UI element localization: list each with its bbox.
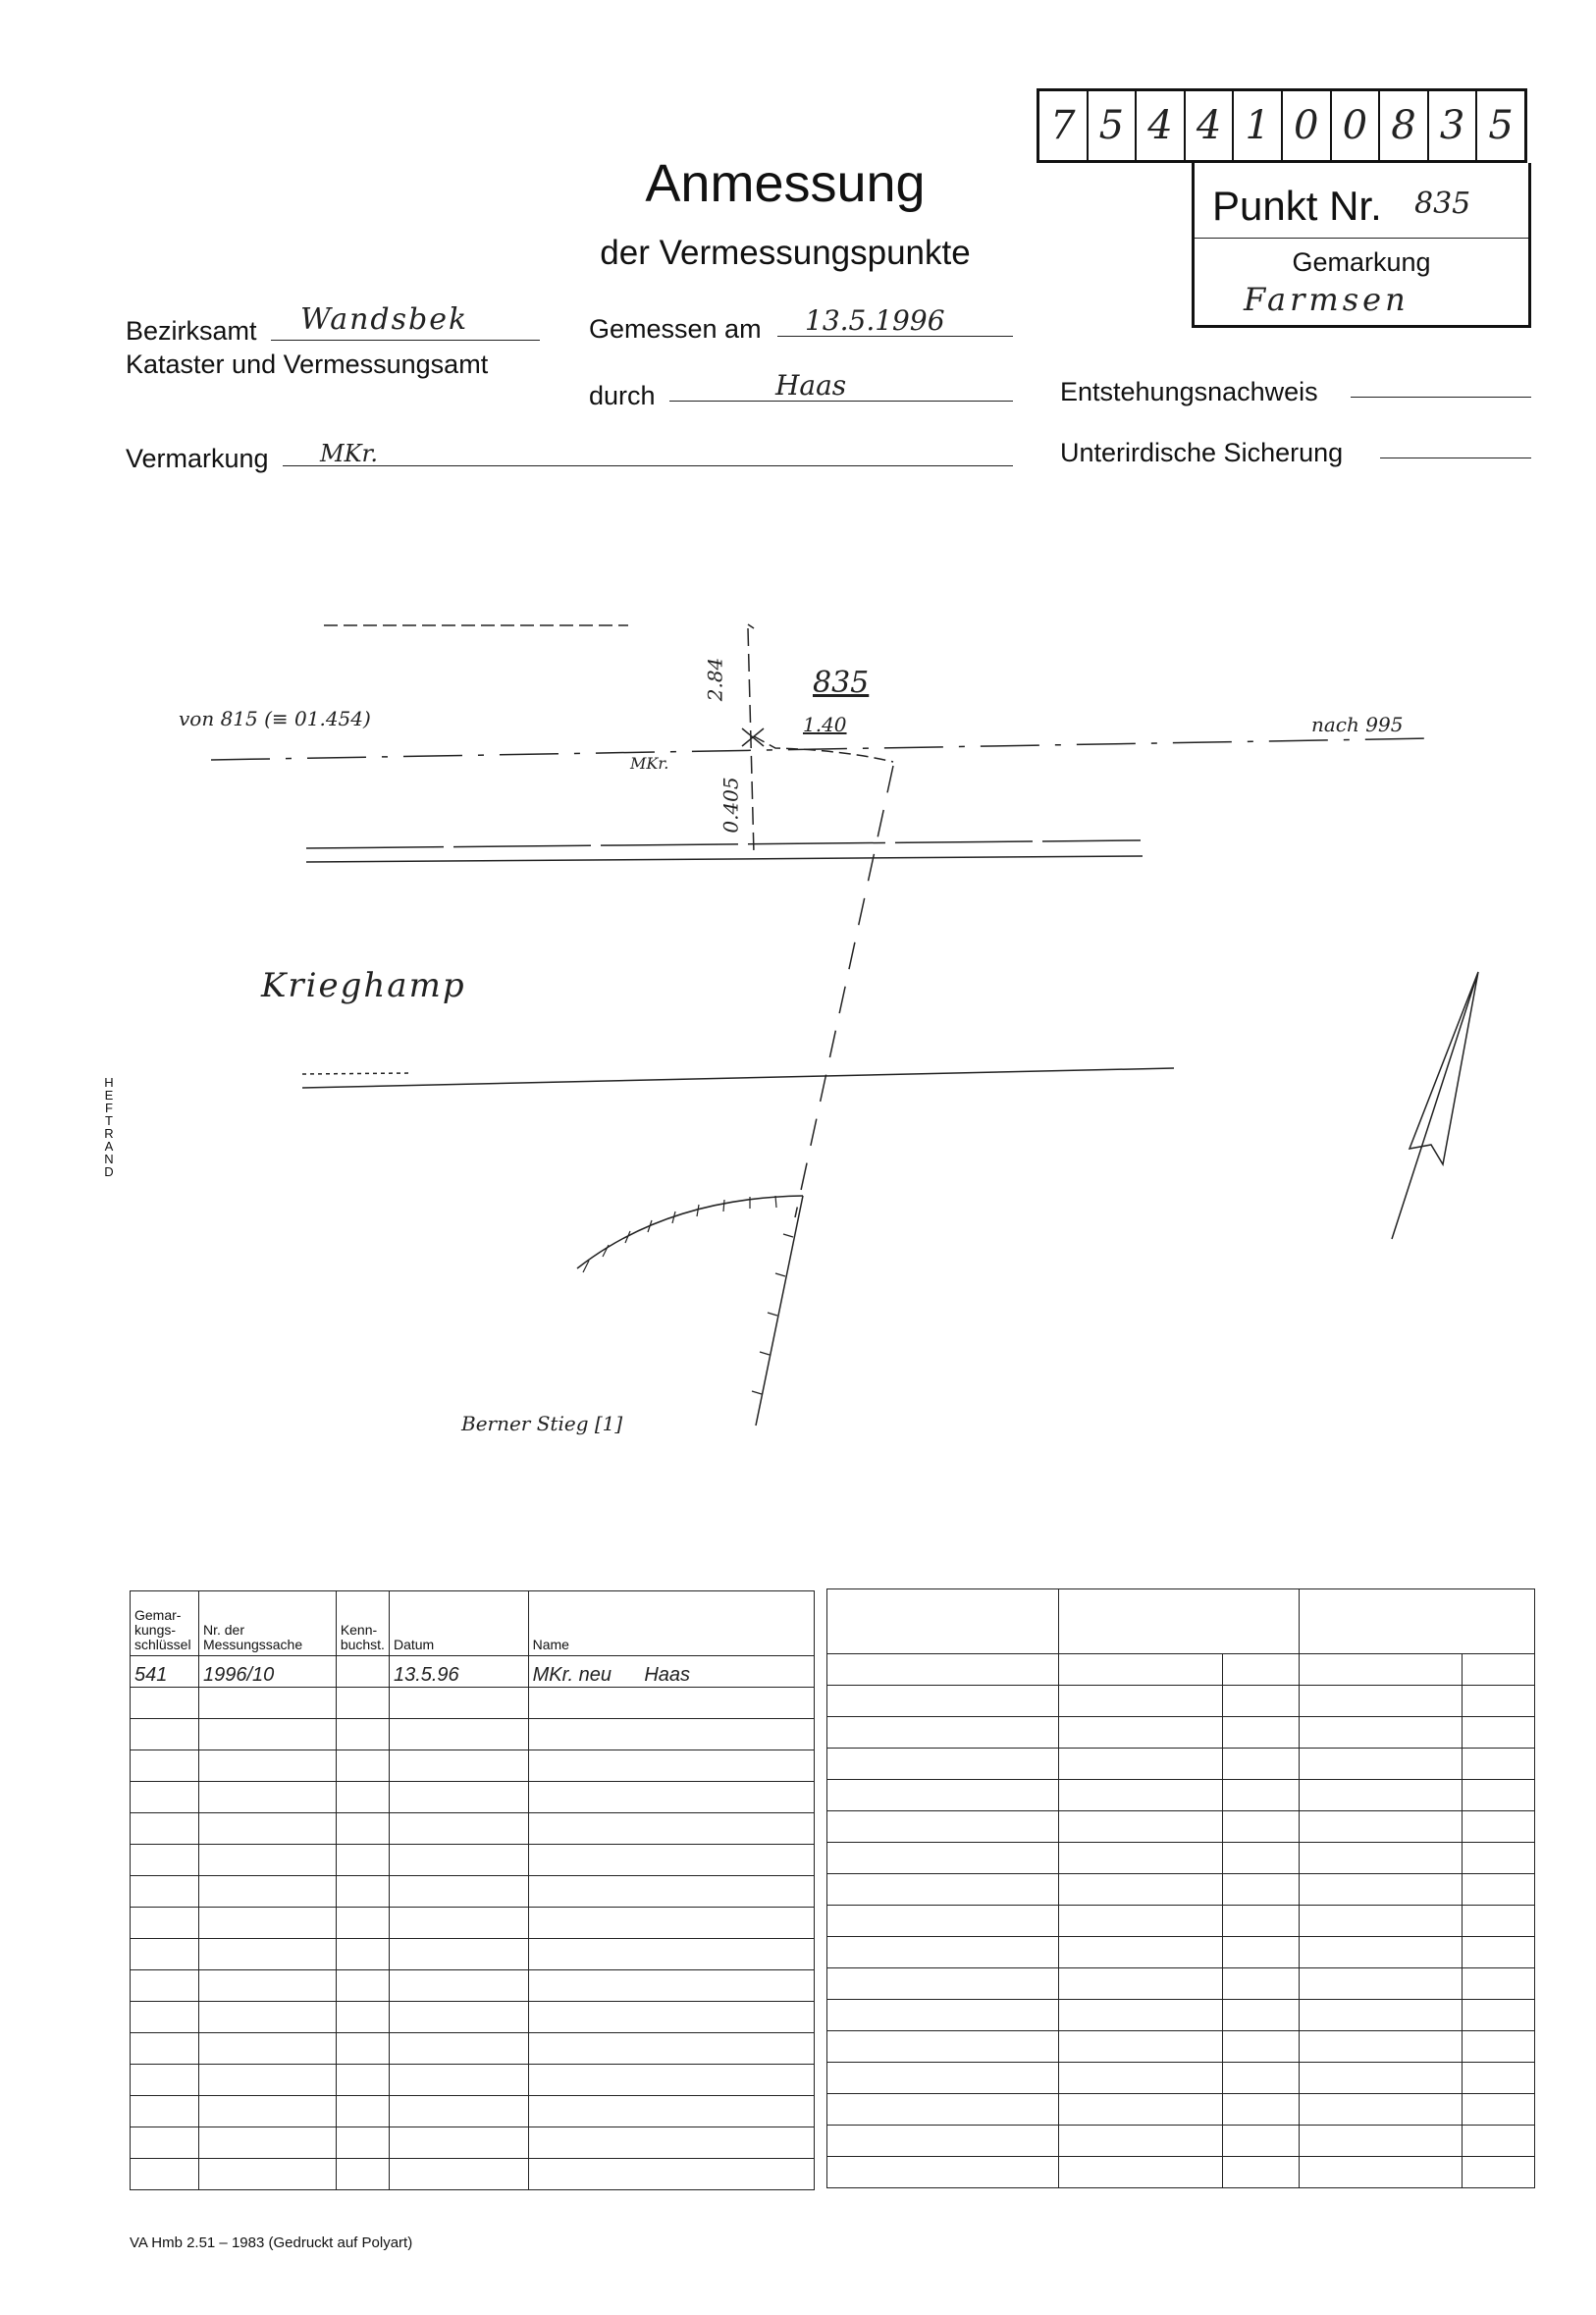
vermarkung-label: Vermarkung <box>126 444 269 473</box>
table-row <box>131 1939 815 1970</box>
sketch-street-name: Krieghamp <box>261 966 466 1005</box>
sketch-embankment-slope <box>756 1196 803 1426</box>
code-digit: 3 <box>1429 91 1478 160</box>
table-row <box>131 2096 815 2127</box>
durch-value: Haas <box>775 369 847 402</box>
table-row <box>827 1780 1535 1811</box>
table-row <box>131 2065 815 2096</box>
table-row <box>131 1970 815 2002</box>
table-row <box>827 1906 1535 1937</box>
amt-line: Kataster und Vermessungsamt <box>126 350 489 379</box>
table-row <box>827 2031 1535 2063</box>
table-row <box>131 2159 815 2190</box>
table-row <box>131 1688 815 1719</box>
cell-kennbuchst <box>336 1656 389 1688</box>
table-row <box>131 1813 815 1845</box>
gemessen-value: 13.5.1996 <box>805 304 945 337</box>
gemessen-label: Gemessen am <box>589 314 762 344</box>
table-row <box>131 1908 815 1939</box>
register-table-right <box>826 1588 1535 2188</box>
table-row <box>827 1843 1535 1874</box>
table-row <box>131 1656 815 1688</box>
punkt-label: Punkt Nr. <box>1212 183 1382 229</box>
hatch <box>783 1234 793 1237</box>
hatch <box>723 1200 724 1211</box>
punkt-value: 835 <box>1414 187 1471 221</box>
code-digit: 5 <box>1488 103 1514 148</box>
sketch-dist-east: 1.40 <box>803 713 847 736</box>
hatch <box>768 1313 777 1316</box>
vermarkung-value: MKr. <box>320 440 378 467</box>
table-row <box>827 2157 1535 2188</box>
sketch-dashed-route <box>795 766 893 1217</box>
table-row <box>131 2002 815 2033</box>
table-row <box>827 2063 1535 2094</box>
hatch <box>760 1352 770 1355</box>
code-digit: 5 <box>1089 91 1138 160</box>
cell-datum: 13.5.96 <box>389 1656 528 1688</box>
sketch-dist-north: 2.84 <box>703 657 727 702</box>
page-subtitle: der Vermessungspunkte <box>600 234 971 272</box>
col-name: Name <box>528 1591 814 1656</box>
table-row <box>131 1845 815 1876</box>
hatch <box>603 1245 609 1257</box>
sketch-street-edge-3 <box>302 1068 1174 1088</box>
sketch-street-edge-1 <box>306 840 1141 848</box>
table-row <box>827 1749 1535 1780</box>
sketch-point-label: 835 <box>813 666 870 700</box>
col-gemarkung: Gemar- kungs- schlüssel <box>131 1591 199 1656</box>
sketch-bottom-label: Berner Stieg [1] <box>461 1412 623 1435</box>
sketch-dist-south: 0.405 <box>718 777 743 834</box>
heftrand-label: H E F T R A N D <box>104 1075 114 1179</box>
table-row <box>827 2126 1535 2157</box>
cell-gemarkung: 541 <box>131 1656 199 1688</box>
north-arrow-icon <box>1392 972 1478 1239</box>
code-digit: 4 <box>1137 91 1186 160</box>
code-digit: 1 <box>1234 91 1283 160</box>
col-datum: Datum <box>389 1591 528 1656</box>
bezirksamt-value: Wandsbek <box>300 302 469 337</box>
cell-name: MKr. neu Haas <box>528 1656 814 1688</box>
table-row <box>131 1876 815 1908</box>
table-row <box>827 1717 1535 1749</box>
cell-messungssache: 1996/10 <box>198 1656 336 1688</box>
code-digit: 8 <box>1380 91 1429 160</box>
col-kennbuchst: Kenn- buchst. <box>336 1591 389 1656</box>
table-row <box>131 2033 815 2065</box>
sketch-von-label: von 815 (≡ 01.454) <box>179 707 371 730</box>
hatch <box>752 1391 762 1394</box>
table-row <box>131 1719 815 1750</box>
table-row <box>827 1811 1535 1843</box>
gemarkung-value: Farmsen <box>1244 281 1410 318</box>
table-row <box>827 2094 1535 2126</box>
form-footer: VA Hmb 2.51 – 1983 (Gedruckt auf Polyart) <box>130 2234 413 2251</box>
hatch <box>775 1273 785 1276</box>
sicherung-label: Unterirdische Sicherung <box>1060 438 1344 467</box>
gemarkung-label: Gemarkung <box>1292 247 1431 277</box>
table-row <box>827 1654 1535 1686</box>
table-row <box>827 1874 1535 1906</box>
bezirksamt-label: Bezirksamt <box>126 316 257 346</box>
table-row <box>131 1750 815 1782</box>
table-row <box>131 1782 815 1813</box>
sketch-street-edge-2 <box>306 856 1143 862</box>
table-row <box>827 1968 1535 2000</box>
sketch-survey-line <box>211 738 1433 760</box>
entstehung-label: Entstehungsnachweis <box>1060 377 1318 406</box>
sketch-nach-label: nach 995 <box>1311 713 1404 736</box>
sketch-embankment-curve <box>577 1196 803 1268</box>
table-row <box>131 2127 815 2159</box>
sketch-mkr-label: MKr. <box>630 754 669 773</box>
hatch <box>697 1205 699 1216</box>
sketch-tick <box>748 624 754 628</box>
table-row <box>827 1937 1535 1968</box>
table-row <box>827 2000 1535 2031</box>
code-digit: 0 <box>1332 91 1381 160</box>
durch-label: durch <box>589 381 656 410</box>
sketch-street-edge-4 <box>302 1073 412 1074</box>
page-title: Anmessung <box>645 154 926 213</box>
code-digit: 4 <box>1186 91 1235 160</box>
code-digit: 0 <box>1283 91 1332 160</box>
register-table <box>130 1590 815 2190</box>
col-messungssache: Nr. der Messungssache <box>198 1591 336 1656</box>
code-digit: 7 <box>1039 91 1089 160</box>
table-row <box>827 1686 1535 1717</box>
